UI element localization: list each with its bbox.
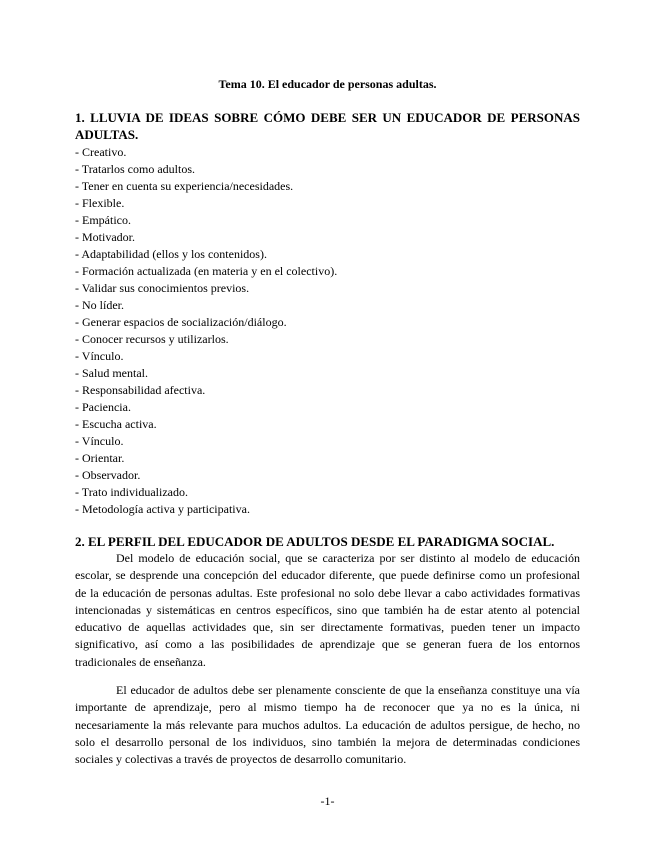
- list-item: - Adaptabilidad (ellos y los contenidos).: [75, 247, 267, 261]
- list-item: - Conocer recursos y utilizarlos.: [75, 332, 229, 346]
- list-item: - Orientar.: [75, 451, 125, 465]
- list-item: - Empático.: [75, 213, 131, 227]
- list-item: - Salud mental.: [75, 366, 148, 380]
- list-item: - Motivador.: [75, 230, 135, 244]
- list-item: - Tener en cuenta su experiencia/necesidades.: [75, 179, 294, 193]
- list-item: - Generar espacios de socialización/diálogo.: [75, 315, 287, 329]
- list-item: - Responsabilidad afectiva.: [75, 383, 206, 397]
- paragraph: El educador de adultos debe ser plenamente consciente de que la enseñanza constituye una vía importante de aprendizaje, pero al mismo tiempo ha de reconocer que ya no es la única, ni necesariamente la más relevante para muchos adultos. La educación de adultos persigue, de hecho, no solo el desarrollo personal de los individuos, sino también la mejora de determinadas condiciones sociales y colectivas a través de proyectos de desarrollo comunitario.: [75, 683, 580, 767]
- list-item: - Tratarlos como adultos.: [75, 162, 195, 176]
- list-item: - Metodología activa y participativa.: [75, 502, 250, 516]
- list-item: - Vínculo.: [75, 349, 124, 363]
- list-item: - Vínculo.: [75, 434, 124, 448]
- list-item: - Escucha activa.: [75, 417, 157, 431]
- list-item: - Flexible.: [75, 196, 125, 210]
- list-item: - Formación actualizada (en materia y en el colectivo).: [75, 264, 338, 278]
- list-item: - No líder.: [75, 298, 124, 312]
- list-item: - Creativo.: [75, 145, 127, 159]
- list-item: - Trato individualizado.: [75, 485, 188, 499]
- list-item: - Observador.: [75, 468, 141, 482]
- paragraph: Del modelo de educación social, que se caracteriza por ser distinto al modelo de educación escolar, se desprende una concepción del educador diferente, que puede definirse como un profesional de la educación de personas adultas. Este profesional no solo debe llevar a cabo actividades formativas intencionadas y sistemáticas en centros específicos, sino que también ha de estar atento al potencial educativo de aquellas actividades que, sin ser directamente formativas, pueden tener un impacto significativo, así como a las posibilidades de aprendizaje que se generan fuera de los entornos tradicionales de enseñanza.: [75, 551, 580, 669]
- section-2-heading: 2. EL PERFIL DEL EDUCADOR DE ADULTOS DESDE EL PARADIGMA SOCIAL.: [75, 534, 555, 549]
- section-1-heading: 1. LLUVIA DE IDEAS SOBRE CÓMO DEBE SER UN EDUCADOR DE PERSONAS ADULTAS.: [75, 110, 580, 142]
- brainstorm-list: [75, 144, 580, 518]
- list-item: - Paciencia.: [75, 400, 131, 414]
- page-number: -1-: [320, 794, 335, 808]
- document-title: Tema 10. El educador de personas adultas.: [218, 77, 437, 91]
- list-item: - Validar sus conocimientos previos.: [75, 281, 250, 295]
